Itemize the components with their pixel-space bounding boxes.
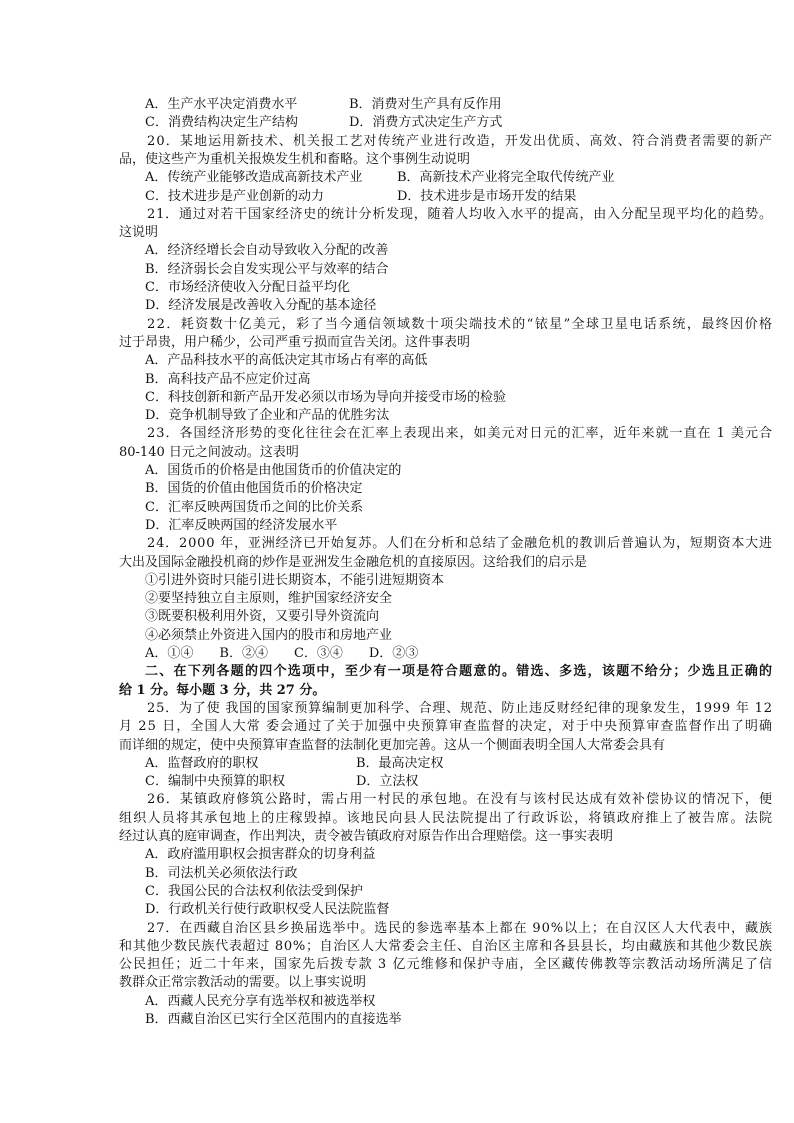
- option-text: ①引进外资时只能引进长期资本，不能引进短期资本: [145, 572, 445, 588]
- option-text: A．传统产业能够改造成高新技术产业: [145, 170, 363, 186]
- option-text: C．汇率反映两国货币之间的比价关系: [145, 499, 363, 515]
- option-text: B．最高决定权: [356, 755, 444, 771]
- option-text: A．①④ B．②④ C．③④ D．②③: [145, 646, 419, 661]
- question-text: 经过认真的庭审调查，作出判决，责令被告镇政府对原告作出合理赔偿。这一事实表明: [119, 829, 614, 844]
- question-text: 20．某地运用新技术、机关报工艺对传统产业进行改造，开发出优质、高效、符合消费者需要的新产: [147, 133, 774, 149]
- question-text: 23．各国经济形势的变化往往会在汇率上表现出来，如美元对日元的汇率，近年来就一直在 1 美元合: [147, 426, 773, 442]
- option-text: A．经济经增长会自动导致收入分配的改善: [145, 243, 389, 259]
- question-text: 公民担任；近二十年来，国家先后拨专款 3 亿元维修和保护寺庙，全区藏传佛教等宗教活动场所满足了信: [119, 957, 774, 973]
- option-text: D．立法权: [356, 774, 419, 790]
- option-text: ②要坚持独立自主原则，维护国家经济安全: [145, 591, 393, 607]
- option-text: A．监督政府的职权: [145, 755, 259, 771]
- question-text: 大出及国际金融投机商的炒作是亚洲发生金融危机的直接原因。这给我们的启示是: [119, 554, 588, 570]
- section-heading: 二、在下列各题的四个选项中，至少有一项是符合题意的。错选、多选，该题不给分；少选且正确的: [145, 664, 774, 680]
- option-text: B．消费对生产具有反作用: [349, 97, 502, 112]
- option-text: A．生产水平决定消费水平: [145, 97, 298, 112]
- option-text: ③既要积极利用外资，又要引导外资流向: [145, 609, 380, 625]
- question-text: 这说明: [119, 225, 159, 241]
- question-text: 月 25 日，全国人大常 委会通过了关于加强中央预算审查监督的决定，对于中央预算审查监督作出了明确: [119, 719, 774, 735]
- question-text: 21．通过对若干国家经济史的统计分析发现，随着人均收入水平的提高，由入分配呈现平均化的趋势。: [147, 206, 773, 222]
- option-text: C．消费结构决定生产结构: [145, 115, 298, 131]
- option-text: C．编制中央预算的职权: [145, 774, 285, 790]
- option-text: B．司法机关必须依法行政: [145, 865, 298, 881]
- question-text: 27．在西藏自治区县乡换届选举中。选民的参选率基本上都在 90%以上；在自汉区人大代表中，藏族: [147, 920, 773, 936]
- question-text: 过于昂贵，用户稀少，公司严重亏损而宣告关闭。这件事表明: [119, 334, 471, 350]
- question-text: 和其他少数民族代表超过 80%；自治区人大常委会主任、自治区主席和各县县长，均由藏族和其他少数民族: [119, 938, 773, 954]
- option-text: D．消费方式决定生产方式: [349, 115, 503, 131]
- option-text: D．行政机关行使行政职权受人民法院监督: [145, 902, 390, 918]
- option-text: C．技术进步是产业创新的动力: [145, 188, 324, 204]
- option-text: B．国货的价值由他国货币的价格决定: [145, 481, 363, 497]
- option-text: B．高新技术产业将完全取代传统产业: [397, 170, 615, 186]
- option-text: C．我国公民的合法权利依法受到保护: [145, 883, 363, 899]
- option-text: D．竞争机制导致了企业和产品的优胜劣汰: [145, 408, 390, 424]
- question-text: 品，使这些产为重机关报焕发生机和畜略。这个事例生动说明: [119, 151, 471, 167]
- option-text: A．产品科技水平的高低决定其市场占有率的高低: [145, 353, 428, 369]
- option-text: D．经济发展是改善收入分配的基本途径: [145, 298, 377, 314]
- option-text: A．西藏人民充分享有选举权和被选举权: [145, 993, 376, 1009]
- question-text: 26．某镇政府修筑公路时，需占用一村民的承包地。在没有与该村民达成有效补偿协议的情况下，便: [147, 792, 774, 808]
- question-text: 22．耗资数十亿美元，彩了当今通信领域数十项尖端技术的“铱星”全球卫星电话系统，最终因价格: [147, 316, 774, 332]
- option-text: C．市场经济使收入分配日益平均化: [145, 280, 350, 295]
- question-text: 而详细的规定，使中央预算审查监督的法制化更加完善。这从一个侧面表明全国人大常委会具有: [119, 737, 666, 753]
- section-heading: 给 1 分。每小题 3 分，共 27 分。: [119, 682, 326, 698]
- option-text: A．国货币的价格是由他国货币的价值决定的: [145, 463, 402, 478]
- option-text: B．西藏自治区已实行全区范围内的直接选举: [145, 1012, 402, 1027]
- option-text: A．政府滥用职权会损害群众的切身利益: [145, 847, 376, 863]
- question-text: 教群众正常宗教活动的需要。以上事实说明: [119, 975, 367, 991]
- question-text: 组织人员将其承包地上的庄稼毁掉。该地民向县人民法院提出了行政诉讼，将镇政府推上了被告席。法院: [119, 810, 774, 826]
- option-text: ④必须禁止外资进入国内的股市和房地产业: [145, 627, 393, 643]
- question-text: 80-140 日元之间波动。这表明: [119, 444, 299, 460]
- question-text: 25．为了使 我国的国家预算编制更加科学、合理、规范、防止违反财经纪律的现象发生，1999 年 12: [147, 700, 773, 716]
- option-text: D．汇率反映两国的经济发展水平: [145, 517, 338, 533]
- option-text: C．科技创新和新产品开发必须以市场为导向并接受市场的检验: [145, 389, 506, 405]
- option-text: B．经济弱长会自发实现公平与效率的结合: [145, 261, 389, 277]
- option-text: D．技术进步是市场开发的结果: [397, 188, 577, 204]
- question-text: 24．2000 年，亚洲经济已开始复苏。人们在分析和总结了金融危机的教训后普遍认为，短期资本大进: [147, 536, 773, 552]
- option-text: B．高科技产品不应定价过高: [145, 371, 311, 387]
